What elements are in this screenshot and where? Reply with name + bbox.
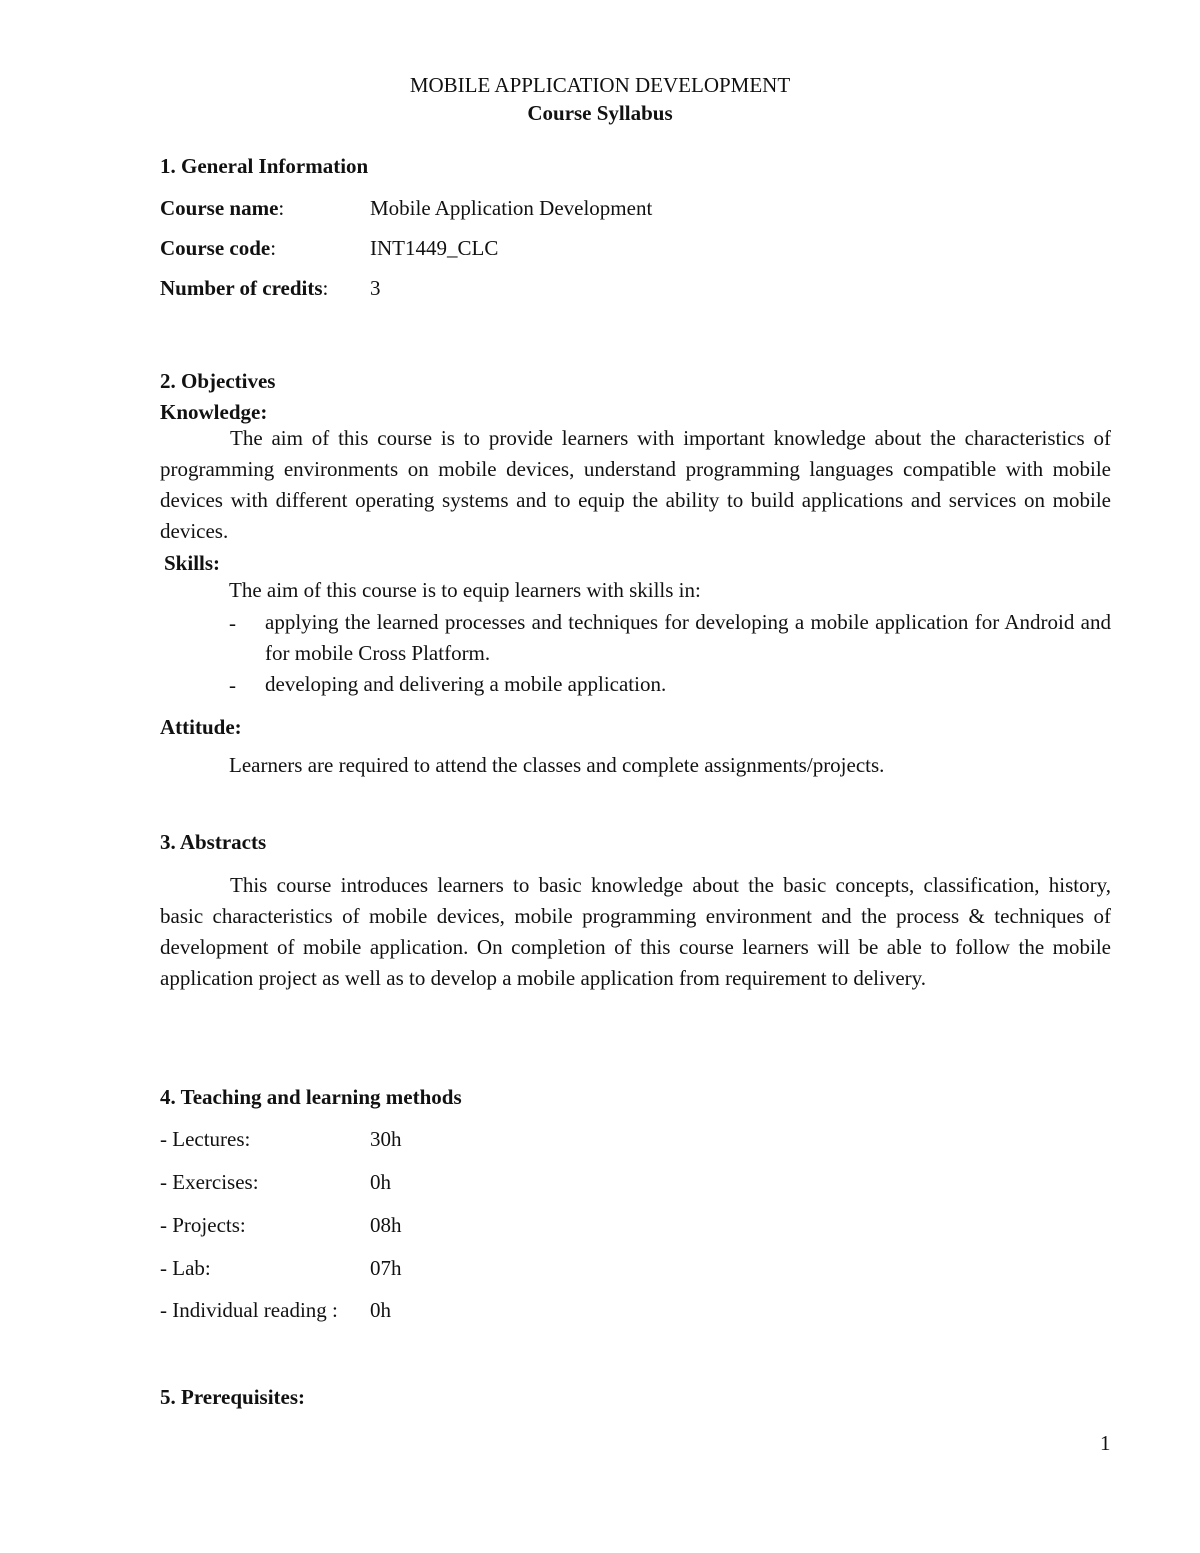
field-label-credits: Number of credits:: [160, 276, 329, 300]
abstracts-paragraph: This course introduces learners to basic knowledge about the basic concepts, classification, history, basic characteristics of mobile devices, mobile programming environment and the process & techniques of development of mobile application. On completion of this course learners will be able to follow the mobile application project as well as to develop a mobile application from requirement to delivery.: [160, 873, 1111, 990]
field-label-course-name: Course name:: [160, 196, 285, 220]
method-label: - Projects:: [160, 1213, 246, 1237]
attitude-label: Attitude:: [160, 715, 242, 739]
attitude-paragraph: Learners are required to attend the classes and complete assignments/projects.: [229, 753, 885, 777]
method-label: - Exercises:: [160, 1170, 259, 1194]
page-number: 1: [1100, 1431, 1111, 1455]
method-label: - Lectures:: [160, 1127, 251, 1151]
skills-item-bullet: -: [229, 673, 236, 697]
field-value-course-name: Mobile Application Development: [370, 196, 653, 220]
method-label: - Lab:: [160, 1256, 211, 1280]
section-heading-objectives: 2. Objectives: [160, 369, 276, 393]
section-heading-general: 1. General Information: [160, 154, 369, 178]
method-label: - Individual reading :: [160, 1298, 338, 1322]
document-title: MOBILE APPLICATION DEVELOPMENT: [409, 73, 791, 97]
method-hours: 08h: [370, 1213, 402, 1237]
method-hours: 0h: [370, 1298, 391, 1322]
section-heading-prerequisites: 5. Prerequisites:: [160, 1385, 306, 1409]
field-label-course-code: Course code:: [160, 236, 277, 260]
section-heading-abstracts: 3. Abstracts: [160, 830, 267, 854]
method-hours: 30h: [370, 1127, 402, 1151]
skills-label: Skills:: [164, 551, 221, 575]
section-heading-methods: 4. Teaching and learning methods: [160, 1085, 462, 1109]
field-value-credits: 3: [370, 276, 381, 300]
field-value-course-code: INT1449_CLC: [370, 236, 499, 260]
skills-intro: The aim of this course is to equip learners with skills in:: [229, 578, 701, 602]
document-subtitle: Course Syllabus: [527, 101, 673, 125]
method-hours: 0h: [370, 1170, 391, 1194]
skills-item-bullet: -: [229, 611, 236, 635]
method-hours: 07h: [370, 1256, 402, 1280]
knowledge-paragraph: The aim of this course is to provide learners with important knowledge about the characteristics of programming environments on mobile devices, understand programming languages compatible with mobile devices with different operating systems and to equip the ability to build applications and services on mobile devices.: [160, 426, 1111, 543]
skills-item-2: developing and delivering a mobile application.: [265, 672, 667, 696]
knowledge-label: Knowledge:: [160, 400, 268, 424]
skills-item-1: applying the learned processes and techniques for developing a mobile application for Android and for mobile Cross Platform.: [265, 610, 1111, 665]
